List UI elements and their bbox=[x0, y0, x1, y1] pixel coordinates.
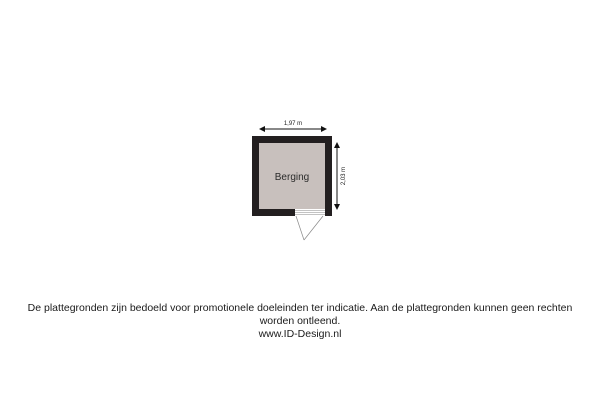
disclaimer-line-2: worden ontleend. bbox=[259, 315, 341, 327]
width-dimension-label: 1,97 m bbox=[283, 121, 303, 127]
height-dimension-label: 2,03 m bbox=[341, 166, 347, 186]
door-swing-icon bbox=[296, 216, 323, 240]
room-label: Berging bbox=[274, 172, 310, 183]
disclaimer-line-1: De plattegronden zijn bedoeld voor promotionele doeleinden ter indicatie. Aan de plattegronden kunnen geen rechten bbox=[27, 302, 573, 314]
disclaimer bbox=[0, 302, 600, 341]
website-link[interactable]: www.ID-Design.nl bbox=[258, 328, 342, 340]
